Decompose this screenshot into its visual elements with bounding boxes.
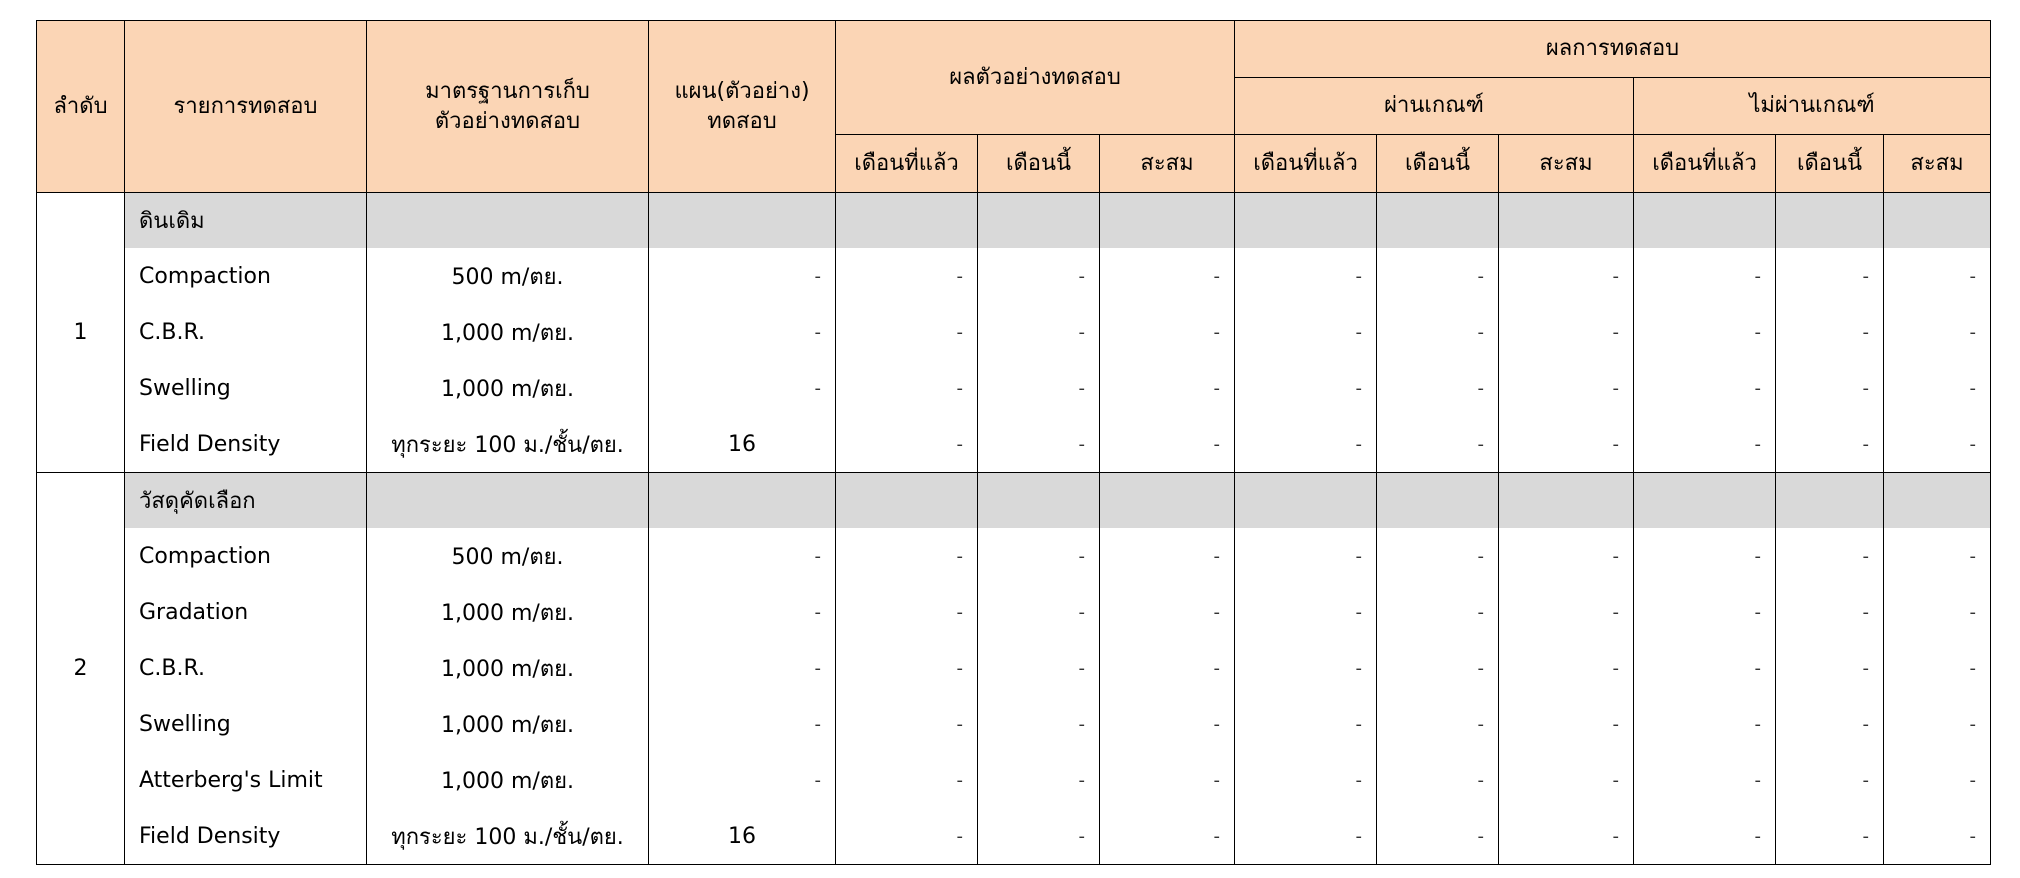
table-row <box>37 584 1991 640</box>
result-fail-cumulative: - <box>1884 248 1991 304</box>
test-item-name: Atterberg's Limit <box>125 752 367 808</box>
result-fail-last-month: - <box>1634 416 1776 473</box>
test-results-sheet <box>36 20 1990 872</box>
result-fail-last-month: - <box>1634 584 1776 640</box>
sampling-standard: ทุกระยะ 100 ม./ชั้น/ตย. <box>367 808 649 865</box>
result-pass-this-month: - <box>1377 360 1499 416</box>
result-fail-this-month: - <box>1776 304 1884 360</box>
group-filler-cell <box>1884 193 1991 249</box>
result-fail-this-month: - <box>1776 696 1884 752</box>
header-sample-results: ผลตัวอย่างทดสอบ <box>836 21 1235 135</box>
result-pass-cumulative: - <box>1499 248 1634 304</box>
result-sample-last-month: - <box>836 640 978 696</box>
group-filler-cell <box>1235 193 1377 249</box>
result-sample-last-month: - <box>836 752 978 808</box>
result-pass-last-month: - <box>1235 808 1377 865</box>
result-pass-this-month: - <box>1377 416 1499 473</box>
result-fail-cumulative: - <box>1884 416 1991 473</box>
result-fail-last-month: - <box>1634 808 1776 865</box>
header-fail: ไม่ผ่านเกณฑ์ <box>1634 78 1991 135</box>
result-pass-last-month: - <box>1235 696 1377 752</box>
header-sample-last-month: เดือนที่แล้ว <box>836 135 978 193</box>
row-seq: 2 <box>37 473 125 865</box>
result-sample-last-month: - <box>836 360 978 416</box>
group-filler-cell <box>1634 473 1776 529</box>
result-pass-last-month: - <box>1235 304 1377 360</box>
header-pass: ผ่านเกณฑ์ <box>1235 78 1634 135</box>
sampling-standard: ทุกระยะ 100 ม./ชั้น/ตย. <box>367 416 649 473</box>
table-row <box>37 304 1991 360</box>
result-pass-last-month: - <box>1235 640 1377 696</box>
sampling-standard: 500 m/ตย. <box>367 528 649 584</box>
test-item-name: Gradation <box>125 584 367 640</box>
group-filler-cell <box>1634 193 1776 249</box>
plan-value: - <box>649 752 836 808</box>
result-pass-cumulative: - <box>1499 584 1634 640</box>
result-sample-cumulative: - <box>1100 360 1235 416</box>
result-fail-cumulative: - <box>1884 640 1991 696</box>
header-sample-this-month: เดือนนี้ <box>978 135 1100 193</box>
result-pass-cumulative: - <box>1499 640 1634 696</box>
header-fail-cumulative: สะสม <box>1884 135 1991 193</box>
group-filler-cell <box>649 193 836 249</box>
header-item: รายการทดสอบ <box>125 21 367 193</box>
result-pass-last-month: - <box>1235 752 1377 808</box>
plan-value: - <box>649 304 836 360</box>
result-sample-this-month: - <box>978 696 1100 752</box>
header-seq: ลำดับ <box>37 21 125 193</box>
test-item-name: C.B.R. <box>125 304 367 360</box>
result-fail-cumulative: - <box>1884 752 1991 808</box>
group-filler-cell <box>367 193 649 249</box>
plan-value: 16 <box>649 416 836 473</box>
test-results-table <box>36 20 1991 865</box>
plan-value: - <box>649 584 836 640</box>
sampling-standard: 1,000 m/ตย. <box>367 584 649 640</box>
result-sample-cumulative: - <box>1100 248 1235 304</box>
result-pass-cumulative: - <box>1499 528 1634 584</box>
result-fail-last-month: - <box>1634 696 1776 752</box>
group-name: ดินเดิม <box>125 193 367 249</box>
group-filler-cell <box>836 193 978 249</box>
group-filler-cell <box>1776 193 1884 249</box>
result-fail-cumulative: - <box>1884 528 1991 584</box>
result-sample-this-month: - <box>978 528 1100 584</box>
result-sample-this-month: - <box>978 304 1100 360</box>
sampling-standard: 1,000 m/ตย. <box>367 360 649 416</box>
plan-value: - <box>649 696 836 752</box>
test-item-name: Compaction <box>125 528 367 584</box>
result-pass-this-month: - <box>1377 696 1499 752</box>
group-filler-cell <box>1499 193 1634 249</box>
result-pass-cumulative: - <box>1499 416 1634 473</box>
group-filler-cell <box>649 473 836 529</box>
table-row <box>37 528 1991 584</box>
table-row <box>37 640 1991 696</box>
result-fail-last-month: - <box>1634 640 1776 696</box>
result-fail-cumulative: - <box>1884 304 1991 360</box>
result-fail-cumulative: - <box>1884 808 1991 865</box>
header-plan-text: แผน(ตัวอย่าง) ทดสอบ <box>674 78 810 134</box>
result-fail-this-month: - <box>1776 248 1884 304</box>
result-fail-cumulative: - <box>1884 696 1991 752</box>
group-filler-cell <box>367 473 649 529</box>
result-sample-cumulative: - <box>1100 640 1235 696</box>
group-filler-cell <box>1377 473 1499 529</box>
result-sample-this-month: - <box>978 584 1100 640</box>
header-pass-last-month: เดือนที่แล้ว <box>1235 135 1377 193</box>
result-fail-last-month: - <box>1634 360 1776 416</box>
row-seq: 1 <box>37 193 125 473</box>
result-pass-this-month: - <box>1377 640 1499 696</box>
test-item-name: Swelling <box>125 696 367 752</box>
header-standard <box>367 21 649 193</box>
result-fail-last-month: - <box>1634 304 1776 360</box>
result-sample-cumulative: - <box>1100 528 1235 584</box>
result-sample-cumulative: - <box>1100 584 1235 640</box>
table-row <box>37 808 1991 865</box>
table-row <box>37 752 1991 808</box>
result-pass-cumulative: - <box>1499 360 1634 416</box>
test-item-name: C.B.R. <box>125 640 367 696</box>
group-filler-cell <box>1499 473 1634 529</box>
sampling-standard: 1,000 m/ตย. <box>367 304 649 360</box>
result-fail-this-month: - <box>1776 752 1884 808</box>
result-fail-this-month: - <box>1776 416 1884 473</box>
header-standard-text: มาตรฐานการเก็บ ตัวอย่างทดสอบ <box>425 78 590 134</box>
result-fail-this-month: - <box>1776 528 1884 584</box>
header-fail-this-month: เดือนนี้ <box>1776 135 1884 193</box>
plan-value: - <box>649 248 836 304</box>
header-pass-this-month: เดือนนี้ <box>1377 135 1499 193</box>
result-pass-cumulative: - <box>1499 808 1634 865</box>
group-filler-cell <box>836 473 978 529</box>
result-sample-last-month: - <box>836 248 978 304</box>
result-pass-last-month: - <box>1235 360 1377 416</box>
table-body <box>37 193 1991 865</box>
result-fail-cumulative: - <box>1884 360 1991 416</box>
result-pass-cumulative: - <box>1499 304 1634 360</box>
result-pass-this-month: - <box>1377 304 1499 360</box>
result-sample-this-month: - <box>978 360 1100 416</box>
result-sample-this-month: - <box>978 808 1100 865</box>
header-plan <box>649 21 836 193</box>
result-sample-last-month: - <box>836 584 978 640</box>
result-sample-this-month: - <box>978 416 1100 473</box>
result-pass-last-month: - <box>1235 416 1377 473</box>
sampling-standard: 500 m/ตย. <box>367 248 649 304</box>
result-sample-last-month: - <box>836 696 978 752</box>
table-row <box>37 416 1991 473</box>
result-pass-this-month: - <box>1377 752 1499 808</box>
result-pass-this-month: - <box>1377 584 1499 640</box>
result-sample-this-month: - <box>978 640 1100 696</box>
result-sample-cumulative: - <box>1100 304 1235 360</box>
result-pass-last-month: - <box>1235 528 1377 584</box>
result-pass-this-month: - <box>1377 248 1499 304</box>
test-item-name: Field Density <box>125 808 367 865</box>
sampling-standard: 1,000 m/ตย. <box>367 696 649 752</box>
result-sample-cumulative: - <box>1100 752 1235 808</box>
result-sample-last-month: - <box>836 304 978 360</box>
result-pass-last-month: - <box>1235 584 1377 640</box>
plan-value: - <box>649 360 836 416</box>
plan-value: - <box>649 640 836 696</box>
result-pass-last-month: - <box>1235 248 1377 304</box>
group-filler-cell <box>1100 473 1235 529</box>
result-sample-last-month: - <box>836 528 978 584</box>
group-name: วัสดุคัดเลือก <box>125 473 367 529</box>
result-sample-this-month: - <box>978 248 1100 304</box>
result-pass-cumulative: - <box>1499 752 1634 808</box>
test-item-name: Swelling <box>125 360 367 416</box>
result-sample-last-month: - <box>836 416 978 473</box>
sampling-standard: 1,000 m/ตย. <box>367 640 649 696</box>
header-fail-last-month: เดือนที่แล้ว <box>1634 135 1776 193</box>
result-fail-this-month: - <box>1776 808 1884 865</box>
result-pass-cumulative: - <box>1499 696 1634 752</box>
plan-value: 16 <box>649 808 836 865</box>
result-pass-this-month: - <box>1377 528 1499 584</box>
table-row <box>37 248 1991 304</box>
group-filler-cell <box>1884 473 1991 529</box>
group-filler-cell <box>978 193 1100 249</box>
result-fail-last-month: - <box>1634 528 1776 584</box>
result-fail-last-month: - <box>1634 752 1776 808</box>
header-sample-cumulative: สะสม <box>1100 135 1235 193</box>
group-filler-cell <box>978 473 1100 529</box>
table-row <box>37 696 1991 752</box>
result-sample-cumulative: - <box>1100 808 1235 865</box>
sampling-standard: 1,000 m/ตย. <box>367 752 649 808</box>
result-sample-cumulative: - <box>1100 416 1235 473</box>
plan-value: - <box>649 528 836 584</box>
result-fail-cumulative: - <box>1884 584 1991 640</box>
result-sample-cumulative: - <box>1100 696 1235 752</box>
group-filler-cell <box>1776 473 1884 529</box>
result-sample-last-month: - <box>836 808 978 865</box>
result-fail-this-month: - <box>1776 640 1884 696</box>
test-item-name: Field Density <box>125 416 367 473</box>
group-filler-cell <box>1235 473 1377 529</box>
group-filler-cell <box>1377 193 1499 249</box>
table-row <box>37 360 1991 416</box>
result-sample-this-month: - <box>978 752 1100 808</box>
result-fail-this-month: - <box>1776 584 1884 640</box>
group-filler-cell <box>1100 193 1235 249</box>
result-fail-this-month: - <box>1776 360 1884 416</box>
header-test-results: ผลการทดสอบ <box>1235 21 1991 78</box>
header-pass-cumulative: สะสม <box>1499 135 1634 193</box>
result-fail-last-month: - <box>1634 248 1776 304</box>
result-pass-this-month: - <box>1377 808 1499 865</box>
test-item-name: Compaction <box>125 248 367 304</box>
